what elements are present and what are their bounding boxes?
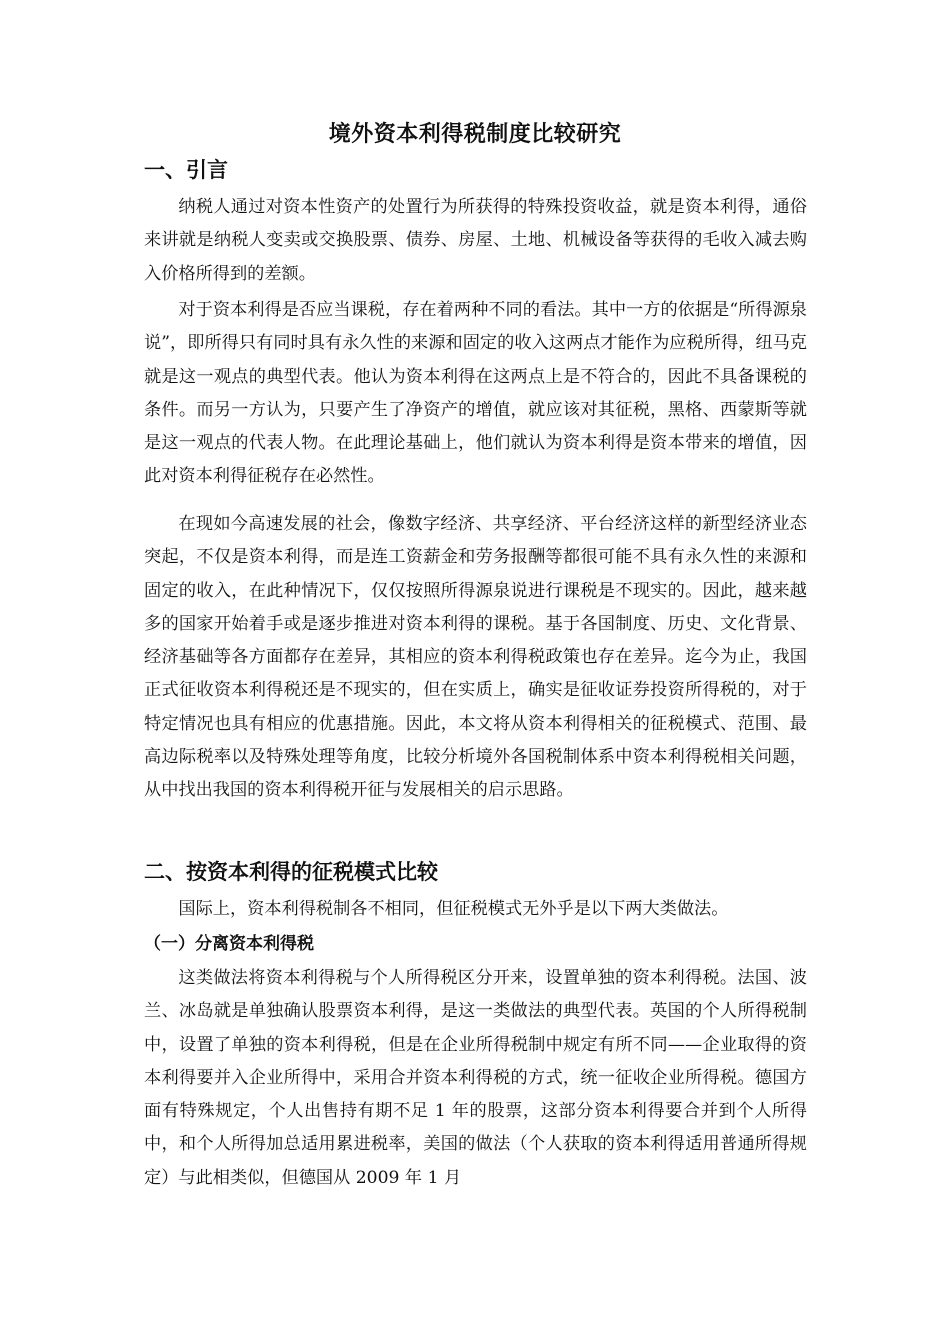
document-title: 境外资本利得税制度比较研究 xyxy=(328,122,622,147)
paragraph-definition: 纳税人通过对资本性资产的处置行为所获得的特殊投资收益，就是资本利得，通俗来讲就是纳税人变卖或交换股票、债券、房屋、土地、机械设备等获得的毛收入减去购入价格所得到的差额。 xyxy=(144,197,807,284)
section-heading-tax-models: 二、按资本利得的征税模式比较 xyxy=(144,860,438,884)
paragraph-current-situation: 在现如今高速发展的社会，像数字经济、共享经济、平台经济这样的新型经济业态突起，不仅是资本利得，而是连工资薪金和劳务报酬等都很可能不具有永久性的来源和固定的收入，在此种情况下，仅仅按照所得源泉说进行课税是不现实的。因此，越来越多的国家开始着手或是逐步推进对资本利得的课税。基于各国制度、历史、文化背景、经济基础等各方面都存在差异，其相应的资本利得税政策也存在差异。迄今为止，我国正式征收资本利得税还是不现实的，但在实质上，确实是征收证券投资所得税的，对于特定情况也具有相应的优惠措施。因此，本文将从资本利得相关的征税模式、范围、最高边际税率以及特殊处理等角度，比较分析境外各国税制体系中资本利得税相关问题，从中找出我国的资本利得税开征与发展相关的启示思路。 xyxy=(144,514,807,801)
paragraph-separate-tax: 这类做法将资本利得税与个人所得税区分开来，设置单独的资本利得税。法国、波兰、冰岛就是单独确认股票资本利得，是这一类做法的典型代表。英国的个人所得税制中，设置了单独的资本利得税，但是在企业所得税制中规定有所不同——企业取得的资本利得要并入企业所得中，采用合并资本利得税的方式，统一征收企业所得税。德国方面有特殊规定，个人出售持有期不足 1 年的股票，这部分资本利得要合并到个人所得中，和个人所得加总适用累进税率，美国的做法（个人获取的资本利得适用普通所得规定）与此相类似，但德国从 2009 年 1 月 xyxy=(144,968,807,1188)
paragraph-tax-models-intro: 国际上，资本利得税制各不相同，但征税模式无外乎是以下两大类做法。 xyxy=(178,899,729,919)
section-heading-introduction: 一、引言 xyxy=(144,158,228,182)
paragraph-taxation-views: 对于资本利得是否应当课税，存在着两种不同的看法。其中一方的依据是“所得源泉说”，即所得只有同时具有永久性的来源和固定的收入这两点才能作为应税所得，纽马克就是这一观点的典型代表。他认为资本利得在这两点上是不符合的，因此不具备课税的条件。而另一方认为，只要产生了净资产的增值，就应该对其征税，黑格、西蒙斯等就是这一观点的代表人物。在此理论基础上，他们就认为资本利得是资本带来的增值，因此对资本利得征税存在必然性。 xyxy=(144,300,807,487)
subsection-heading-separate-tax: （一）分离资本利得税 xyxy=(144,934,314,954)
